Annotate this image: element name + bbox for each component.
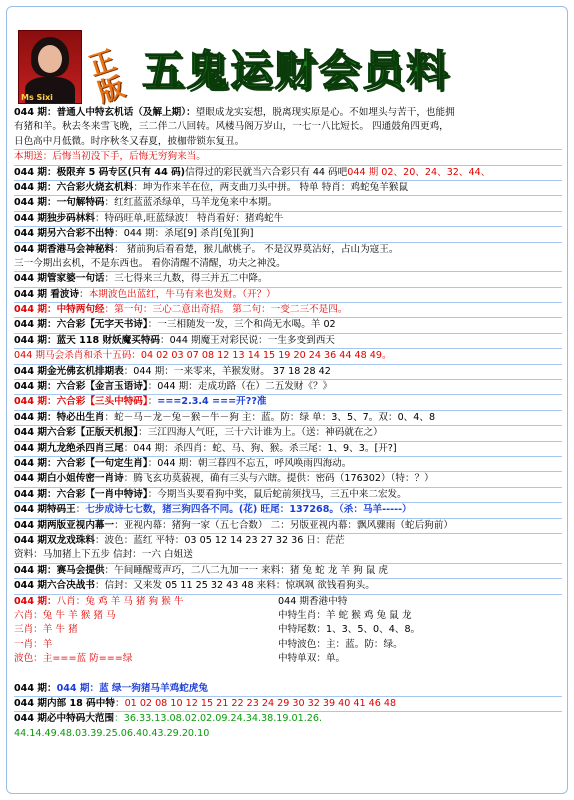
row-label: 044 期 (14, 273, 47, 285)
list-item (278, 595, 562, 609)
row-heading: 极限弃 5 码专区(只有 44 码) (56, 166, 186, 178)
list-item (14, 518, 562, 533)
row-text: 望眼成龙实妄想，脱离现实原是心。不如埋头与苦干，也能拥 (195, 107, 455, 118)
list-item (278, 623, 562, 637)
row-heading: 九龙绝杀四肖三尾 (46, 442, 124, 454)
row-label: 044 期 (14, 580, 47, 592)
list-item (14, 379, 562, 394)
row-text: ：044 期：一来零来，羊猴发财。 37 18 28 42 (123, 365, 331, 377)
list-item (14, 578, 562, 593)
row-text: 资料：马加猪上下五步 信封：一六 白姐送 (14, 549, 193, 561)
row-label: 044 期 (14, 713, 47, 725)
row-text: ：信封：又来发 05 11 25 32 43 48 来料：惊飒飒 欲钱看狗头。 (94, 580, 375, 592)
list-item (14, 441, 562, 456)
list-item (14, 333, 562, 348)
row-text: 日色高中月低微。时序秋冬又春夏，披枷带锁东复丑。 (14, 135, 245, 147)
list-item (14, 242, 562, 257)
row-text: ：红红蓝蓝杀绿单，马羊龙兔来中本期。 (104, 197, 278, 209)
row-label: 044 期 (14, 288, 51, 300)
list-item (14, 410, 562, 425)
list-item (14, 533, 562, 548)
row-text: ：亚视内幕：猪狗一家（五七合数） 二：另版亚视内幕：飘风骤雨（蛇后狗前） (114, 519, 453, 531)
row-text-red: 044 期马会杀肖和杀十五码：04 02 03 07 08 12 13 14 15 19 20 24 36 44 48 49。 (14, 350, 392, 362)
row-text: 中特单双：单。 (278, 653, 346, 665)
list-item (278, 638, 562, 652)
row-heading: 金光佛玄机排期表 (46, 365, 124, 377)
row-label: 044 期 (14, 473, 47, 485)
row-text: ： (79, 288, 89, 300)
row-label: 044 期 (14, 212, 47, 224)
list-item (14, 502, 562, 517)
row-label: 044 期 (14, 243, 47, 255)
list-item (14, 106, 562, 120)
row-heading: 特必出生肖 (56, 411, 105, 423)
list-item (14, 595, 264, 609)
avatar-caption: Ms Sixi (21, 93, 53, 102)
row-heading: 六合彩【一肖中特诗】 (56, 488, 148, 500)
row-heading: 白小姐传密一肖诗 (46, 473, 124, 485)
list-item (14, 609, 264, 623)
row-text-red: 本期送：后悔当初没下手，后悔无穷狗来当。 (14, 151, 206, 163)
row-label-red: 044 期： (14, 396, 57, 408)
row-text: ：波色：蓝红 平特：03 05 12 14 23 27 32 36 日：茫茫 (94, 534, 345, 546)
list-item (14, 652, 264, 666)
row-heading: 特码王 (46, 504, 76, 516)
row-label: 044 期 (14, 504, 47, 516)
list-item (14, 623, 264, 637)
row-label-red: 044 期： (14, 304, 57, 316)
row-text-green: 44.14.49.48.03.39.25.06.40.43.29.20.10 (14, 727, 210, 739)
list-item (14, 563, 562, 578)
list-item (14, 696, 562, 711)
list-item (14, 638, 264, 652)
list-item (14, 257, 562, 271)
list-item (14, 149, 562, 164)
row-label: 044 期： (14, 319, 57, 331)
row-heading: 赛马会提供 (56, 564, 105, 576)
list-item (14, 211, 562, 226)
row-text: ：蛇－马－龙－兔－猴－牛－狗 主：蓝。防：绿 单：3、5、7。双：0、4、8 (104, 411, 436, 423)
row-label: 044 期： (14, 197, 57, 209)
row-text: ： (147, 396, 158, 408)
list-item (14, 364, 562, 379)
row-label: 044 期： (14, 381, 57, 393)
row-text: 中特尾数：1、3、5、0、4、8。 (278, 624, 421, 636)
list-item (14, 135, 562, 149)
row-heading: 双龙戏珠料 (46, 534, 95, 546)
zhengban-stamp: 正版 (85, 45, 129, 109)
row-text-red: 044 期 02、20、24、32、44、 (347, 166, 491, 178)
list-item (14, 302, 562, 317)
list-item (14, 348, 562, 363)
row-heading: 蓝天 118 财妖魔买特码 (56, 334, 161, 346)
tail-list (14, 682, 562, 742)
row-text: ：三江四海人气旺，三十六计谁为上。（送：神码就在之） (138, 427, 383, 439)
row-label: 044 期： (14, 181, 57, 193)
row-label: 044 期： (14, 682, 57, 694)
row-heading: 必中特码大范围 (46, 713, 115, 725)
row-heading: 六合彩【正版天机报】 (46, 427, 139, 439)
row-heading: 看波诗 (50, 288, 80, 300)
row-text: ：腾飞玄功莫藐视，确有三头与六瞎。提供：密码（176302）（特：？） (123, 473, 434, 485)
list-item (14, 727, 562, 741)
row-label: 044 期 (14, 697, 47, 709)
row-text-blue: 七步成诗七七数，猪三狗四各不同。(花) 旺尾：137268。（杀：马羊-----） (85, 504, 412, 516)
row-label: 044 期 (14, 534, 47, 546)
list-item (14, 287, 562, 302)
page-title: 五鬼运财会员料 (142, 46, 451, 95)
row-text-red: ：第一句：三心二意出奇招。 第二句：一变二三不是四。 (104, 304, 348, 316)
row-text: ： (75, 504, 86, 516)
list-item (14, 711, 562, 726)
row-text-red: 本期波色出蓝红，牛马有来也发财。（开？） (88, 288, 276, 300)
row-label: 044 期 (14, 427, 47, 439)
list-item (14, 471, 562, 486)
row-heading: 另六合彩不出特 (46, 228, 115, 240)
list-item (14, 165, 562, 180)
row-text: ：三七得来三九数，得三并五二中降。 (104, 273, 268, 285)
row-heading: 独步码林料 (46, 212, 95, 224)
list-item (278, 609, 562, 623)
row-heading: 六合彩火烧玄机料 (56, 181, 134, 193)
row-heading: 管家婆一句话 (46, 273, 105, 285)
list-item (14, 682, 562, 696)
row-text: ：044 期：杀四肖：蛇、马、狗、猴。杀三尾：1、9、3。[开?] (123, 442, 397, 454)
row-text-red: 一肖：羊 (14, 638, 53, 650)
row-text-red: 波色：主===蓝 防===绿 (14, 653, 133, 665)
row-text-red: 三肖：羊 牛 猪 (14, 624, 78, 636)
bottom-right-list (278, 595, 562, 667)
row-text: ： 猪前狗后看看楚，猴儿献桃子。 不是汉界莫沾好，占山为寇王。 (114, 243, 399, 255)
content (14, 106, 562, 790)
row-label: 044 期 (14, 228, 47, 240)
row-text-red: 六肖：兔 牛 羊 猴 猪 马 (14, 609, 116, 621)
header (14, 26, 562, 109)
row-text: ： (114, 697, 125, 709)
row-label: 044 期： (14, 411, 57, 423)
list-item (14, 120, 562, 134)
row-text: 044 期香港中特 (278, 595, 348, 607)
row-label: 044 期： (14, 457, 57, 469)
row-heading: 内部 18 码中特 (46, 697, 115, 709)
row-text: 中特波色：主：蓝。防：绿。 (278, 638, 403, 650)
row-text: ：午间睡醒莺声巧，二八二九加一一 来料：猪 兔 蛇 龙 羊 狗 鼠 虎 (104, 564, 388, 576)
bottom-left-list (14, 595, 264, 667)
list-item (14, 271, 562, 286)
list-item (14, 425, 562, 440)
row-label: 044 期 (14, 442, 47, 454)
row-label: 044 期： (14, 166, 57, 178)
row-text: 中特生肖：羊 蛇 猴 鸡 兔 鼠 龙 (278, 609, 412, 621)
row-text: ：今期当头要看狗中奖，鼠后蛇前须找马，三五中来二宏发。 (147, 488, 407, 500)
row-heading: 普通人中特玄机话（及解上期）： (56, 107, 196, 118)
row-text-blue: 044 期：蓝 绿一狗猪马羊鸡蛇虎兔 (56, 682, 208, 694)
list-item (14, 226, 562, 241)
row-text: ：特码旺单,旺蓝绿波！ 特肖看好：猪鸡蛇牛 (94, 212, 284, 224)
row-heading: 六合决战书 (46, 580, 95, 592)
row-heading: 六合彩【金言玉语诗】 (56, 381, 148, 393)
row-label: 044 期 (14, 519, 47, 531)
row-text: 有猪和羊。秋去冬来雪飞晚，三二伴二八回转。风楼马阁万岁山，一七一八比短长。 四通鼓角四更鸡， (14, 121, 449, 133)
row-heading: 香港马会神秘料 (46, 243, 115, 255)
list-item (14, 487, 562, 502)
avatar (18, 30, 82, 104)
row-heading-red: 中特两句经 (56, 304, 105, 316)
list-item (14, 394, 562, 409)
row-text: ：044 期：杀尾[9] 杀肖[兔][狗] (114, 228, 254, 240)
rows-list (14, 106, 562, 594)
row-heading-red: 六合彩【三头中特码】 (56, 396, 148, 408)
list-item (14, 548, 562, 562)
row-heading: 六合彩【一句定生肖】 (56, 457, 148, 469)
list-item (14, 195, 562, 210)
row-text: ：044 期：走成功路（在）二五发财《？》 (147, 381, 333, 393)
row-text: ：044 期：朝三暮四不忘五，呼风唤雨四海动。 (147, 457, 352, 469)
row-text-green: ：36.33.13.08.02.02.09.24.34.38.19.01.26. (114, 713, 323, 725)
row-text: ：044 期魔王对彩民说：一生多变到西天 (160, 334, 335, 346)
row-label: 044 期： (14, 488, 57, 500)
row-label-red: 044 期： (14, 595, 57, 607)
list-item (14, 180, 562, 195)
row-text-red: 01 02 08 10 12 15 21 22 23 24 29 30 32 39 40 41 46 48 (124, 697, 397, 709)
list-item (14, 317, 562, 332)
row-heading: 两版亚视内幕一 (46, 519, 115, 531)
bottom-section (14, 594, 562, 682)
list-item (14, 456, 562, 471)
row-text: 信得过的彩民就当六合彩只有 44 码吧 (185, 166, 348, 178)
row-label: 044 期： (14, 334, 57, 346)
row-text-red: 八肖：兔 鸡 羊 马 猪 狗 猴 牛 (56, 595, 184, 607)
row-text: 三一今期出玄机，不是东西也。 看你清醒不清醒，功夫之神没。 (14, 257, 286, 269)
row-label: 044 期 (14, 365, 47, 377)
list-item (278, 652, 562, 666)
row-heading: 六合彩【无字天书诗】 (56, 319, 148, 331)
row-text: ：一三相随发一发，三个和尚无水喝。羊 02 (147, 319, 336, 331)
row-heading: 一句解特码 (56, 197, 105, 209)
row-label: 044 期： (14, 107, 57, 118)
row-label: 044 期： (14, 564, 57, 576)
row-text: ：坤为作来羊在位，两支曲刀头中拼。 特单 特肖：鸡蛇兔羊猴鼠 (133, 181, 409, 193)
row-text-blue: ===2.3.4 ===开??准 (157, 396, 267, 408)
avatar-face (38, 45, 62, 73)
